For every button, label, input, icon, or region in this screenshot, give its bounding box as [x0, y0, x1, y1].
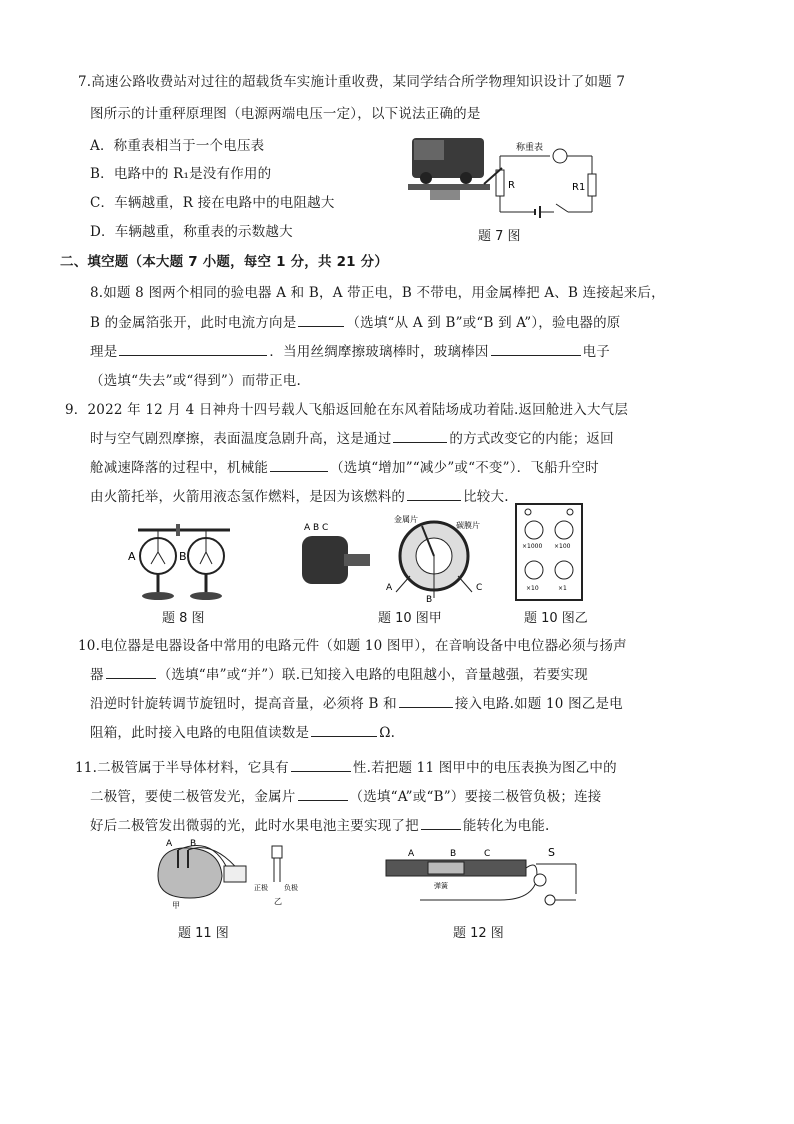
q12-figure [380, 842, 590, 908]
label-c: C [476, 583, 483, 593]
q10-text: 接入电路.如题 10 图乙是电 [454, 696, 623, 712]
diode-icon [272, 846, 282, 858]
q9-text: 比较大. [463, 489, 509, 505]
q8-blank-2[interactable] [119, 343, 267, 356]
q7-figure [400, 128, 610, 220]
bulb-icon [545, 895, 555, 905]
q10-line2 [90, 663, 588, 683]
truck-cab [414, 140, 444, 160]
q11-line2 [90, 785, 602, 805]
q7-option-a: A．称重表相当于一个电压表 [90, 138, 265, 154]
label-s: S [548, 846, 555, 859]
q10a-figure [294, 510, 494, 606]
q7-stem-line1: 7.高速公路收费站对过往的超载货车实施计重收费，某同学结合所学物理知识设计了如题 7 [78, 74, 626, 90]
label-b: B [179, 550, 187, 563]
q11-blank-2[interactable] [298, 788, 348, 801]
q9-blank-3[interactable] [407, 488, 461, 501]
q12-figure-caption: 题 12 图 [453, 926, 504, 941]
label-spring: 弹簧 [434, 882, 448, 890]
truck-wheel [420, 172, 432, 184]
label-a: A [386, 583, 393, 593]
q9-text: 舱减速降落的过程中，机械能 [90, 460, 269, 476]
q9-text: 的方式改变它的内能；返回 [449, 431, 614, 447]
q11-line3 [90, 814, 550, 834]
q10a-figure-caption: 题 10 图甲 [378, 611, 442, 626]
q10-text: （选填“串”或“并”）联.已知接入电路的电阻越小，音量越强，若要实现 [157, 667, 588, 683]
label-a: A [408, 849, 415, 859]
q10-text: Ω. [379, 725, 396, 741]
q11-blank-1[interactable] [291, 759, 351, 772]
q8-figure-caption: 题 8 图 [162, 611, 205, 626]
q9-line1: 9．2022 年 12 月 4 日神舟十四号载人飞船返回舱在东风着陆场成功着陆.返回舱进入大气层 [65, 402, 629, 418]
q10-line1: 10.电位器是电器设备中常用的电路元件（如题 10 图甲），在音响设备中电位器必须与扬声 [78, 638, 627, 654]
q10-line3 [90, 692, 623, 712]
voltmeter-icon [224, 866, 246, 882]
q8-line4: （选填“失去”或“得到”）而带正电. [90, 373, 301, 389]
base [142, 592, 174, 600]
label-a: A [166, 839, 173, 849]
q10-blank-2[interactable] [399, 695, 453, 708]
label-r: R [508, 180, 515, 191]
q8-blank-1[interactable] [298, 314, 344, 327]
q8-text: 理是 [90, 344, 118, 360]
dial-label: ×100 [554, 543, 571, 550]
q7-option-d: D．车辆越重，称重表的示数越大 [90, 224, 293, 240]
q8-figure [120, 516, 240, 606]
q8-line2 [90, 311, 621, 331]
label-jia: 甲 [172, 901, 180, 910]
label-abc: A B C [304, 523, 329, 533]
q11-text: 好后二极管发出微弱的光，此时水果电池主要实现了把 [90, 818, 419, 834]
q7-stem-line2: 图所示的计重秤原理图（电源两端电压一定），以下说法正确的是 [90, 106, 481, 122]
q8-line1: 8.如题 8 图两个相同的验电器 A 和 B，A 带正电，B 不带电，用金属棒把 A、B 连接起来后， [90, 285, 665, 301]
q8-text: （选填“从 A 到 B”或“B 到 A”），验电器的原 [346, 315, 621, 331]
fruit-battery [158, 848, 222, 898]
truck-wheel [460, 172, 472, 184]
resistor-r [496, 170, 504, 196]
label-c: C [484, 849, 491, 859]
q10-text: 阻箱，此时接入电路的电阻值读数是 [90, 725, 310, 741]
q11-text: 能转化为电能. [462, 818, 550, 834]
potentiometer-shaft [344, 554, 370, 566]
q11-text: 二极管，要使二极管发光，金属片 [90, 789, 296, 805]
q11-figure [150, 836, 310, 912]
q9-text: 时与空气剧烈摩擦，表面温度急剧升高，这是通过 [90, 431, 392, 447]
label-b: B [450, 849, 457, 859]
q10-blank-3[interactable] [311, 724, 377, 737]
label-negative: 负极 [284, 884, 298, 892]
base [190, 592, 222, 600]
q11-text: （选填“A”或“B”）要接二极管负极；连接 [349, 789, 602, 805]
label-film: 碳膜片 [456, 521, 480, 530]
label-r1: R1 [572, 182, 586, 193]
terminal-a [396, 576, 410, 592]
q8-text: 电子 [582, 344, 611, 360]
dial-label: ×1 [558, 585, 567, 592]
label-b: B [190, 839, 197, 849]
label-meter: 称重表 [516, 143, 544, 153]
label-metal: 金属片 [394, 515, 418, 524]
switch-icon [556, 204, 568, 212]
q8-text: B 的金属箔张开，此时电流方向是 [90, 315, 297, 331]
q9-line3 [90, 456, 599, 476]
q10b-figure-caption: 题 10 图乙 [524, 611, 588, 626]
q10-blank-1[interactable] [106, 666, 156, 679]
q8-text: ．当用丝绸摩擦玻璃棒时，玻璃棒因 [269, 344, 489, 360]
rod-handle [176, 524, 180, 536]
q9-blank-1[interactable] [393, 430, 447, 443]
dial-label: ×1000 [522, 543, 543, 550]
q7-option-c: C．车辆越重，R 接在电路中的电阻越大 [90, 195, 335, 211]
terminal-c [458, 576, 472, 592]
q10b-figure [514, 502, 584, 602]
q11-text: 11.二极管属于半导体材料，它具有 [75, 760, 289, 776]
q9-blank-2[interactable] [270, 459, 328, 472]
q11-figure-caption: 题 11 图 [178, 926, 229, 941]
q11-text: 性.若把题 11 图甲中的电压表换为图乙中的 [352, 760, 617, 776]
q9-line2 [90, 427, 614, 447]
scale-platform [408, 184, 490, 190]
q9-text: （选填“增加”“减少”或“不变”）．飞船升空时 [330, 460, 599, 476]
bell-icon [534, 874, 546, 886]
q11-blank-3[interactable] [421, 817, 461, 830]
dial-label: ×10 [526, 585, 539, 592]
label-yi: 乙 [274, 897, 282, 906]
meter-icon [553, 149, 567, 163]
q7-option-b: B．电路中的 R₁是没有作用的 [90, 166, 272, 182]
spring-icon [428, 862, 464, 874]
label-a: A [128, 550, 136, 563]
q10-text: 器 [90, 667, 104, 683]
potentiometer-body [302, 536, 348, 584]
q8-blank-3[interactable] [491, 343, 581, 356]
label-b: B [426, 595, 433, 605]
section-heading: 二、填空题（本大题 7 小题，每空 1 分，共 21 分） [60, 254, 389, 270]
q10-line4 [90, 721, 395, 741]
q9-line4 [90, 485, 509, 505]
label-positive: 正极 [254, 884, 268, 892]
q10-text: 沿逆时针旋转调节旋钮时，提高音量，必须将 B 和 [90, 696, 397, 712]
q9-text: 由火箭托举，火箭用液态氢作燃料，是因为该燃料的 [90, 489, 406, 505]
q8-line3 [90, 340, 610, 360]
q7-figure-caption: 题 7 图 [478, 229, 521, 244]
resistor-r1 [588, 174, 596, 196]
q11-line1 [75, 756, 617, 776]
scale-base [430, 190, 460, 200]
